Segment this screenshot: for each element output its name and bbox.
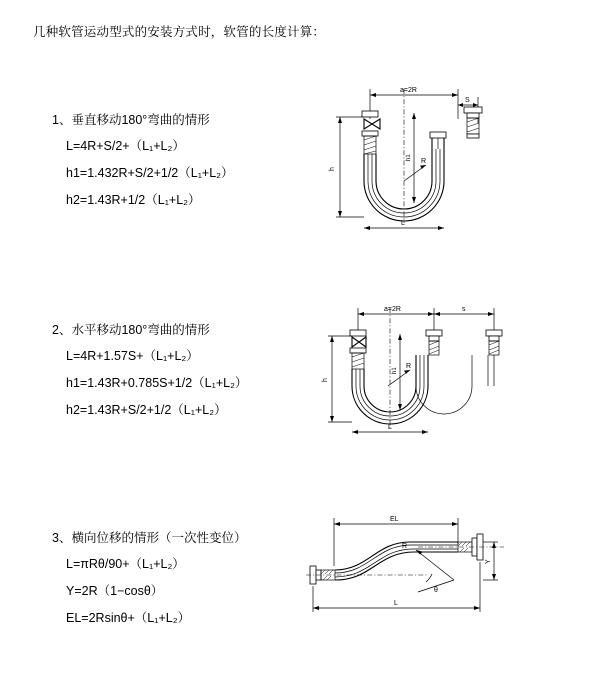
page-title: 几种软管运动型式的安装方式时，软管的长度计算：: [33, 25, 326, 39]
section-3-formula-3: EL=2Rsinθ+（L₁+L₂）: [66, 611, 191, 625]
figure-1-right-vert-label: h1: [406, 154, 412, 161]
section-2-text: [52, 320, 302, 427]
figure-1-s-label: S: [465, 97, 470, 104]
figure-1-left-vert-label: h: [329, 167, 336, 171]
section-3-formula-1: L=πRθ/90+（L₁+L₂）: [66, 557, 185, 571]
figure-2-top-dim2-label: s: [462, 306, 466, 313]
figure-3-top-dim-label: EL: [390, 516, 399, 523]
section-1-formula-1: L=4R+S/2+（L₁+L₂）: [66, 139, 185, 153]
section-1-title: 1、垂直移动180°弯曲的情形: [52, 113, 210, 127]
figure-2-left-vert-label: h: [322, 378, 329, 382]
section-3-text: [52, 528, 302, 635]
section-3-formula-2: Y=2R（1−cosθ）: [66, 584, 164, 598]
section-2-title: 2、水平移动180°弯曲的情形: [52, 323, 210, 337]
figure-2-top-dim-label: a=2R: [384, 306, 401, 313]
section-2-formula-3: h2=1.43R+S/2+1/2（L₁+L₂）: [66, 403, 227, 417]
figure-1-bottom-label: L: [401, 220, 405, 227]
figure-vertical-movement: [318, 73, 568, 253]
section-1-text: [52, 110, 302, 217]
figure-3-bottom-label: L: [394, 600, 398, 607]
figure-horizontal-movement: [318, 290, 568, 450]
figure-lateral-offset: [298, 504, 578, 634]
figure-1-svg: [318, 73, 568, 253]
figure-3-radius-label: R: [402, 543, 408, 550]
figure-1-radius-label: R: [421, 158, 427, 165]
section-2-formula-1: L=4R+1.57S+（L₁+L₂）: [66, 349, 199, 363]
section-1-formula-3: h2=1.43R+1/2（L₁+L₂）: [66, 193, 201, 207]
figure-2-right-vert-label: h1: [392, 367, 398, 374]
figure-3-angle-label: θ: [434, 587, 438, 594]
section-1-formula-2: h1=1.432R+S/2+1/2（L₁+L₂）: [66, 166, 234, 180]
figure-3-svg: [298, 504, 578, 634]
section-3-title: 3、横向位移的情形（一次性变位）: [52, 531, 247, 545]
figure-2-bottom-label: L: [388, 424, 392, 431]
figure-3-right-vert-label: Y: [485, 559, 492, 564]
figure-1-top-dim-label: a=2R: [400, 87, 417, 94]
figure-2-radius-label: R: [406, 363, 412, 370]
figure-2-svg: [318, 290, 568, 450]
section-2-formula-2: h1=1.43R+0.785S+1/2（L₁+L₂）: [66, 376, 248, 390]
